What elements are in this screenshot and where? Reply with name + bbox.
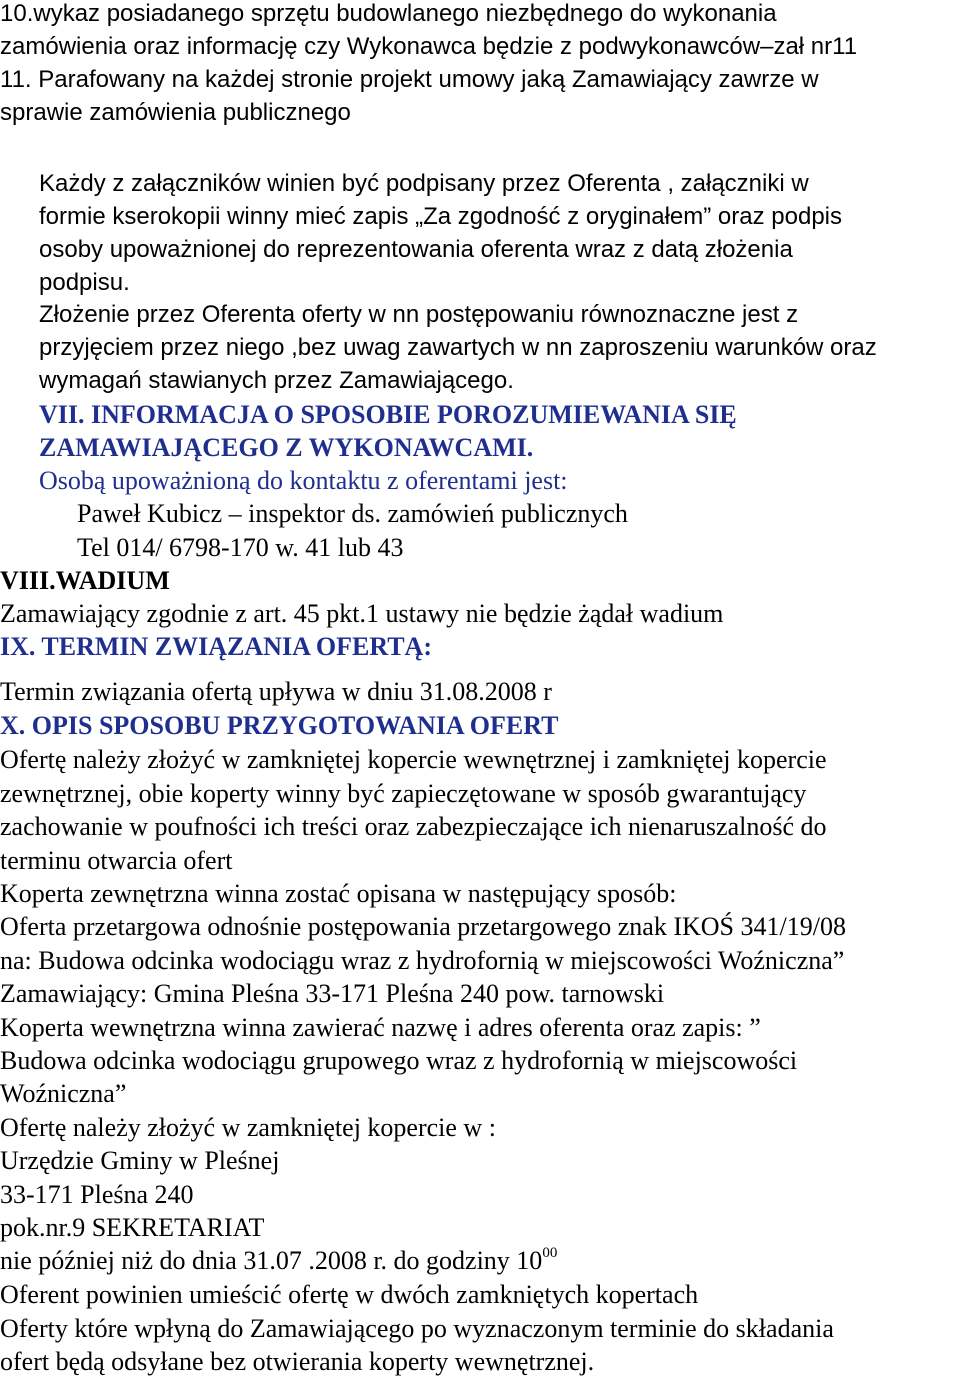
attachments-note-line-7: wymagań stawianych przez Zamawiającego. (39, 367, 514, 394)
section-7-heading-line-1: VII. INFORMACJA O SPOSOBIE POROZUMIEWANIA SIĘ (39, 400, 737, 429)
item-10-line-1: 10.wykaz posiadanego sprzętu budowlanego niezbędnego do wykonania (0, 0, 777, 27)
deadline-text: nie później niż do dnia 31.07 .2008 r. do godziny 10 (0, 1246, 543, 1275)
section-7-heading-line-2: ZAMAWIAJĄCEGO Z WYKONAWCAMI. (39, 433, 534, 462)
attachments-note-line-5: Złożenie przez Oferenta oferty w nn postępowaniu równoznaczne jest z (39, 301, 799, 328)
closing-line: ofert będą odsyłane bez otwierania koperty wewnętrznej. (0, 1347, 595, 1376)
attachments-note-line-1: Każdy z załączników winien być podpisany przez Oferenta , załączniki w (39, 170, 809, 197)
contact-person: Paweł Kubicz – inspektor ds. zamówień publicznych (77, 499, 628, 528)
item-10-line-2: zamówienia oraz informację czy Wykonawca będzie z podwykonawców–zał nr11 (0, 33, 858, 60)
closing-line: Oferty które wpłyną do Zamawiającego po wyznaczonym terminie do składania (0, 1314, 834, 1343)
closing-line: Oferent powinien umieścić ofertę w dwóch zamkniętych kopertach (0, 1280, 699, 1309)
section-10-line: Woźniczna” (0, 1079, 127, 1108)
section-8-heading: VIII.WADIUM (0, 566, 170, 595)
deadline-line (0, 1245, 558, 1275)
attachments-note-line-6: przyjęciem przez niego ,bez uwag zawartych w nn zaproszeniu warunków oraz (39, 334, 877, 361)
section-10-line: pok.nr.9 SEKRETARIAT (0, 1213, 265, 1242)
deadline-minutes-superscript: 00 (542, 1245, 558, 1261)
section-10-line: na: Budowa odcinka wodociągu wraz z hydrofornią w miejscowości Woźniczna” (0, 946, 845, 975)
item-11-line-1: 11. Parafowany na każdej stronie projekt umowy jaką Zamawiający zawrze w (0, 66, 819, 93)
section-10-line: Ofertę należy złożyć w zamkniętej kopercie wewnętrznej i zamkniętej kopercie (0, 745, 827, 774)
section-10-line: Urzędzie Gminy w Pleśnej (0, 1146, 280, 1175)
section-10-line: 33-171 Pleśna 240 (0, 1180, 194, 1209)
attachments-note-line-2: formie kserokopii winny mieć zapis „Za zgodność z oryginałem” oraz podpis (39, 203, 842, 230)
section-10-line: Ofertę należy złożyć w zamkniętej kopercie w : (0, 1113, 496, 1142)
section-10-line: Zamawiający: Gmina Pleśna 33-171 Pleśna 240 pow. tarnowski (0, 979, 665, 1008)
section-8-text: Zamawiający zgodnie z art. 45 pkt.1 ustawy nie będzie żądał wadium (0, 599, 724, 628)
section-10-heading: X. OPIS SPOSOBU PRZYGOTOWANIA OFERT (0, 711, 559, 740)
section-10-line: Budowa odcinka wodociągu grupowego wraz z hydrofornią w miejscowości (0, 1046, 798, 1075)
section-10-line: Koperta zewnętrzna winna zostać opisana w następujący sposób: (0, 879, 677, 908)
contact-phone: Tel 014/ 6798-170 w. 41 lub 43 (77, 533, 404, 562)
section-10-line: Oferta przetargowa odnośnie postępowania przetargowego znak IKOŚ 341/19/08 (0, 912, 846, 941)
section-10-line: Koperta wewnętrzna winna zawierać nazwę i adres oferenta oraz zapis: ” (0, 1013, 761, 1042)
section-9-text: Termin związania ofertą upływa w dniu 31.08.2008 r (0, 677, 552, 706)
attachments-note-line-4: podpisu. (39, 269, 130, 296)
section-10-line: zewnętrznej, obie koperty winny być zapieczętowane w sposób gwarantujący (0, 779, 807, 808)
item-11-line-2: sprawie zamówienia publicznego (0, 99, 351, 126)
section-10-line: terminu otwarcia ofert (0, 846, 233, 875)
section-9-heading: IX. TERMIN ZWIĄZANIA OFERTĄ: (0, 632, 432, 661)
attachments-note-line-3: osoby upoważnionej do reprezentowania oferenta wraz z datą złożenia (39, 236, 793, 263)
section-10-line: zachowanie w poufności ich treści oraz zabezpieczające ich nienaruszalność do (0, 812, 827, 841)
contact-intro: Osobą upoważnioną do kontaktu z oferentami jest: (39, 466, 568, 495)
